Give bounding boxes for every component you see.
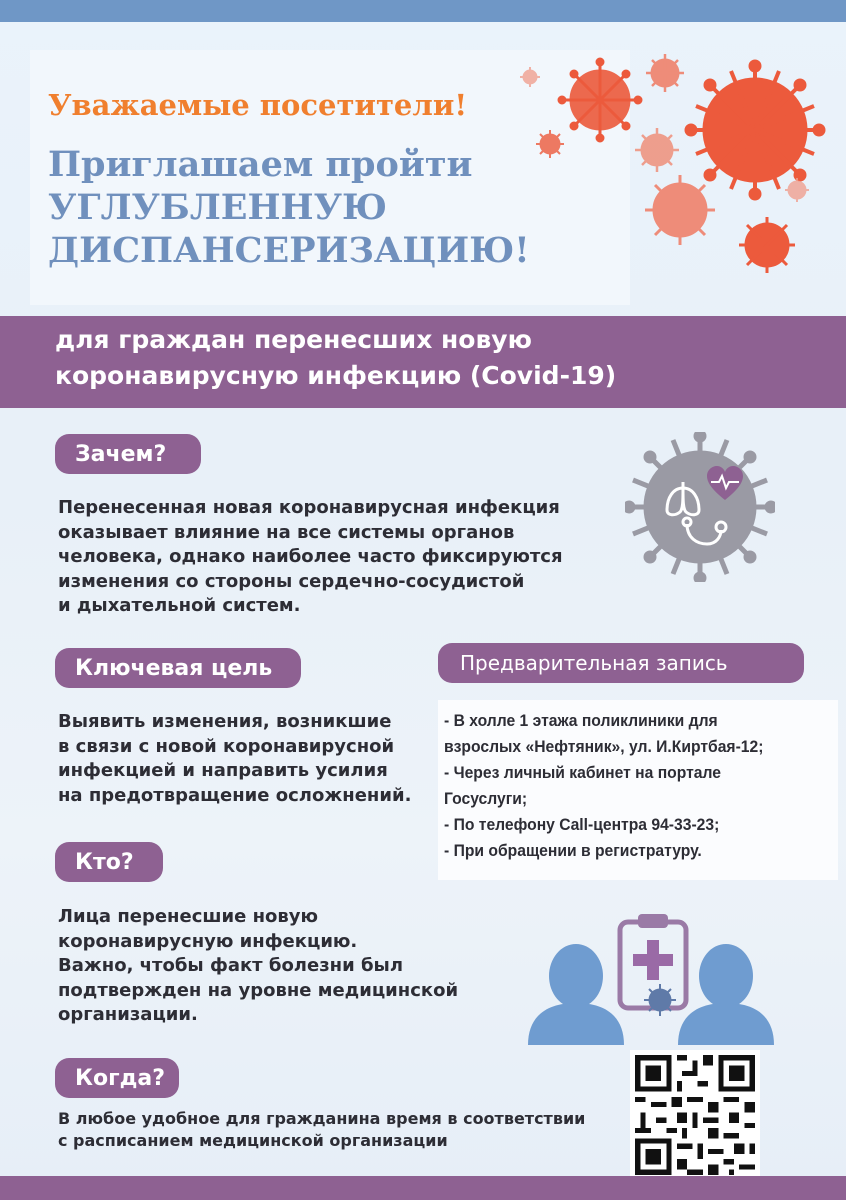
goal-line: на предотвращение осложнений. [58, 784, 412, 806]
why-label: Зачем? [55, 434, 201, 474]
who-text [58, 905, 508, 1028]
virus-icon [685, 60, 825, 200]
virus-icon [646, 54, 684, 92]
registration-item: - В холле 1 этажа поликлиники для [444, 712, 718, 730]
why-line: Перенесенная новая коронавирусная инфекция [58, 497, 560, 518]
virus-icon [558, 58, 642, 142]
virus-icon [739, 217, 795, 273]
goal-line: инфекцией и направить усилия [58, 760, 388, 781]
top-bar [0, 0, 846, 22]
registration-item: - По телефону Call-центра 94-33-23; [444, 816, 720, 834]
qr-code-icon[interactable] [630, 1050, 760, 1180]
who-line: коронавирусную инфекцию. [58, 930, 358, 952]
why-line: изменения со стороны сердечно-сосудистой [58, 570, 525, 592]
why-line: оказывает влияние на все системы органов [58, 521, 515, 543]
goal-line: Выявить изменения, возникшие [58, 711, 392, 732]
goal-text [58, 710, 438, 808]
why-text [58, 496, 628, 619]
who-label: Кто? [55, 842, 163, 882]
person-icon [528, 944, 624, 1045]
registration-label: Предварительная запись [438, 643, 804, 683]
goal-label: Ключевая цель [55, 648, 301, 688]
greeting-heading: Уважаемые посетители! [48, 88, 468, 122]
registration-item: - Через личный кабинет на портале [444, 764, 721, 782]
when-text [58, 1108, 638, 1152]
who-line: Лица перенесшие новую [58, 906, 318, 927]
invite-heading [48, 143, 608, 272]
audience-text [55, 322, 815, 394]
who-line: подтвержден на уровне медицинской [58, 979, 459, 1001]
person-icon [678, 944, 774, 1045]
registration-item: - При обращении в регистратуру. [444, 842, 702, 860]
registration-item: Госуслуги; [444, 790, 528, 808]
registration-item: взрослых «Нефтяник», ул. И.Киртбая-12; [444, 738, 764, 756]
why-line: человека, однако наиболее часто фиксируются [58, 546, 563, 567]
virus-icon [635, 128, 679, 172]
audience-line: коронавирусную инфекцию (Covid-19) [55, 361, 617, 390]
when-line: В любое удобное для гражданина время в соответствии [58, 1109, 586, 1128]
registration-list [444, 708, 820, 864]
when-line: с расписанием медицинской организации [58, 1131, 448, 1150]
bottom-bar [0, 1176, 846, 1200]
invite-line: ДИСПАНСЕРИЗАЦИЮ! [48, 230, 530, 271]
organs-illustration [625, 432, 775, 582]
virus-icon [644, 984, 676, 1016]
why-line: и дыхательной систем. [58, 595, 301, 616]
who-line: Важно, чтобы факт болезни был [58, 955, 404, 976]
when-label: Когда? [55, 1058, 179, 1098]
invite-line: УГЛУБЛЕННУЮ [48, 187, 388, 228]
patients-illustration [520, 910, 780, 1045]
virus-icon [645, 175, 715, 245]
goal-line: в связи с новой коронавирусной [58, 735, 395, 757]
invite-line: Приглашаем пройти [48, 144, 473, 185]
who-line: организации. [58, 1004, 198, 1025]
audience-line: для граждан перенесших новую [55, 325, 532, 354]
